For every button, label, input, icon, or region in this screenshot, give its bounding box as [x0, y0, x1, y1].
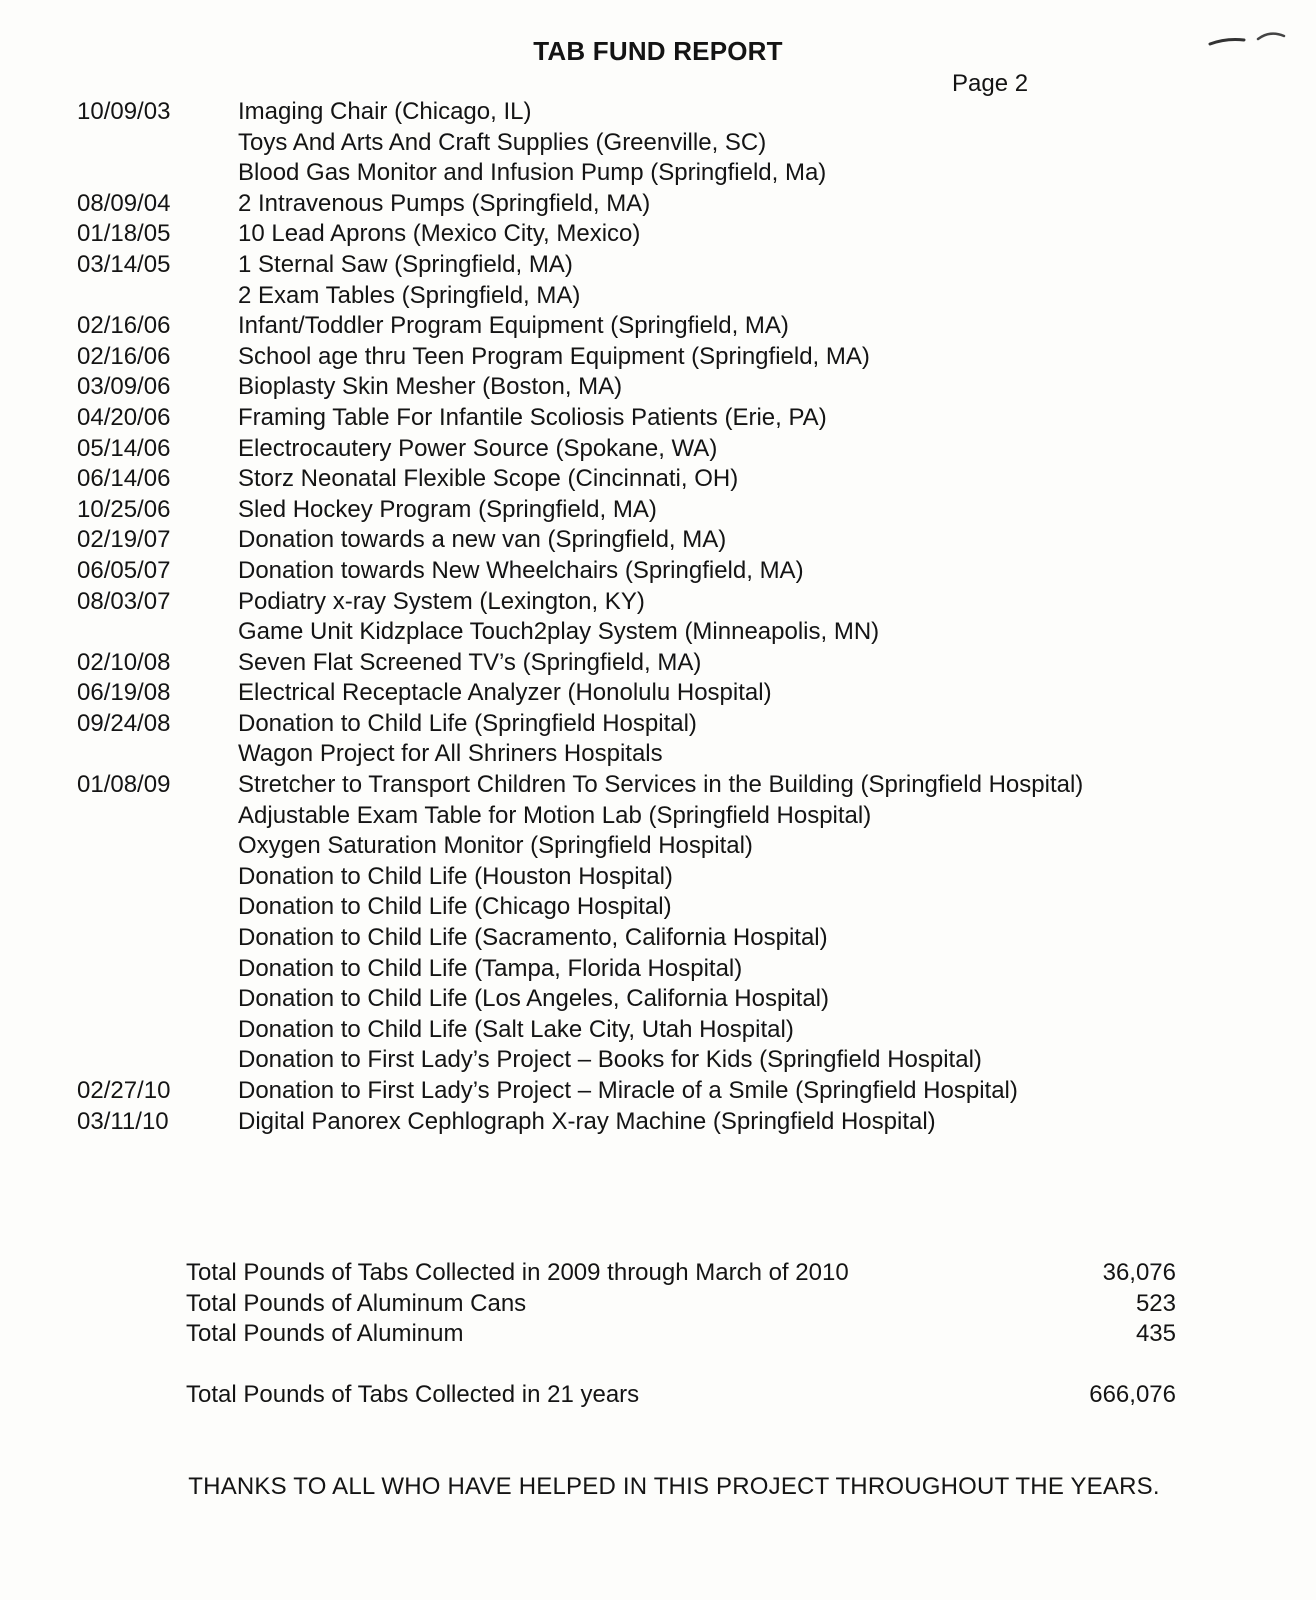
- entry-row: [77, 128, 1297, 159]
- entry-item: Donation to First Lady’s Project – Books for Kids (Springfield Hospital): [238, 1046, 982, 1074]
- entry-item: Donation to Child Life (Houston Hospital): [238, 862, 673, 890]
- entry-date: 10/09/03: [77, 98, 171, 125]
- entry-row: [77, 403, 1297, 434]
- entry-date: 03/09/06: [77, 373, 171, 401]
- total-value: 36,076: [1102, 1259, 1176, 1286]
- entry-row: [77, 342, 1297, 373]
- total-row-tabs-21-years: [186, 1380, 1176, 1411]
- entry-row: [77, 1045, 1297, 1076]
- entry-item: Donation to First Lady’s Project – Miracle of a Smile (Springfield Hospital): [238, 1077, 1018, 1104]
- entry-item: Donation to Child Life (Tampa, Florida Hospital): [238, 954, 743, 982]
- total-row-aluminum: [186, 1319, 1176, 1350]
- entry-item: Blood Gas Monitor and Infusion Pump (Springfield, Ma): [238, 159, 827, 187]
- entry-row: [77, 1015, 1297, 1046]
- total-label: Total Pounds of Aluminum: [186, 1320, 464, 1347]
- scan-mark-icon: [1208, 24, 1288, 54]
- entry-item: 1 Sternal Saw (Springfield, MA): [238, 250, 573, 278]
- entry-date: 02/10/08: [77, 648, 171, 676]
- entry-date: 02/16/06: [77, 312, 171, 340]
- entry-row: [77, 770, 1297, 801]
- total-value: 666,076: [1089, 1381, 1176, 1408]
- total-label: Total Pounds of Tabs Collected in 2009 through March of 2010: [186, 1259, 849, 1286]
- entry-date: 01/08/09: [77, 771, 171, 799]
- entry-item: Toys And Arts And Craft Supplies (Greenville, SC): [238, 128, 767, 156]
- entry-item: Electrocautery Power Source (Spokane, WA): [238, 434, 718, 462]
- entry-date: 02/19/07: [77, 526, 171, 554]
- entry-item: Electrical Receptacle Analyzer (Honolulu Hospital): [238, 679, 772, 707]
- entry-row: [77, 587, 1297, 618]
- thanks-footer: THANKS TO ALL WHO HAVE HELPED IN THIS PROJECT THROUGHOUT THE YEARS.: [188, 1473, 1160, 1500]
- entry-item: Storz Neonatal Flexible Scope (Cincinnati, OH): [238, 465, 739, 493]
- entry-row: [77, 954, 1297, 985]
- entry-row: [77, 464, 1297, 495]
- entry-row: [77, 831, 1297, 862]
- entry-item: Bioplasty Skin Mesher (Boston, MA): [238, 373, 623, 401]
- entry-row: [77, 923, 1297, 954]
- entry-date: 06/19/08: [77, 679, 171, 707]
- entry-row: [77, 556, 1297, 587]
- entry-row: [77, 250, 1297, 281]
- entry-date: 08/03/07: [77, 587, 171, 615]
- entry-row: [77, 709, 1297, 740]
- total-row-tabs-2009-2010: [186, 1258, 1176, 1289]
- entry-date: 04/20/06: [77, 403, 171, 431]
- entry-item: Digital Panorex Cephlograph X-ray Machine (Springfield Hospital): [238, 1107, 936, 1135]
- entry-row: [77, 1076, 1297, 1107]
- entry-item: Donation to Child Life (Chicago Hospital): [238, 893, 672, 921]
- entry-item: Game Unit Kidzplace Touch2play System (Minneapolis, MN): [238, 618, 880, 646]
- entry-row: [77, 801, 1297, 832]
- entry-date: 01/18/05: [77, 220, 171, 248]
- entry-item: Podiatry x-ray System (Lexington, KY): [238, 587, 645, 615]
- total-label: Total Pounds of Aluminum Cans: [186, 1289, 527, 1317]
- total-row-aluminum-cans: [186, 1289, 1176, 1320]
- entry-row: [77, 892, 1297, 923]
- entry-item: Donation to Child Life (Sacramento, California Hospital): [238, 924, 828, 952]
- entry-row: [77, 617, 1297, 648]
- entry-item: 10 Lead Aprons (Mexico City, Mexico): [238, 220, 641, 248]
- entry-row: [77, 648, 1297, 679]
- entry-row: [77, 984, 1297, 1015]
- entry-item: School age thru Teen Program Equipment (Springfield, MA): [238, 342, 870, 370]
- entry-item: Infant/Toddler Program Equipment (Springfield, MA): [238, 312, 789, 340]
- entry-row: [77, 739, 1297, 770]
- entry-date: 06/05/07: [77, 556, 171, 584]
- entry-item: 2 Exam Tables (Springfield, MA): [238, 281, 581, 309]
- entry-date: 02/27/10: [77, 1077, 171, 1104]
- entry-item: 2 Intravenous Pumps (Springfield, MA): [238, 189, 651, 217]
- entry-row: [77, 525, 1297, 556]
- entry-row: [77, 434, 1297, 465]
- entry-row: [77, 97, 1297, 128]
- entry-item: Donation to Child Life (Salt Lake City, Utah Hospital): [238, 1015, 794, 1043]
- entries-list: [77, 97, 1297, 1137]
- entry-date: 02/16/06: [77, 342, 171, 370]
- entry-item: Donation to Child Life (Springfield Hospital): [238, 709, 697, 737]
- entry-date: 10/25/06: [77, 495, 171, 523]
- entry-row: [77, 281, 1297, 312]
- entry-row: [77, 1107, 1297, 1138]
- entry-item: Donation towards New Wheelchairs (Springfield, MA): [238, 556, 804, 584]
- entry-row: [77, 495, 1297, 526]
- entry-date: 06/14/06: [77, 465, 171, 493]
- entry-date: 08/09/04: [77, 189, 171, 217]
- report-title: TAB FUND REPORT: [533, 36, 783, 66]
- page-number: Page 2: [952, 70, 1029, 97]
- entry-row: [77, 678, 1297, 709]
- entry-date: 09/24/08: [77, 709, 171, 737]
- entry-row: [77, 862, 1297, 893]
- entry-date: 03/14/05: [77, 250, 171, 278]
- entry-row: [77, 219, 1297, 250]
- entry-item: Adjustable Exam Table for Motion Lab (Springfield Hospital): [238, 801, 872, 829]
- entry-row: [77, 372, 1297, 403]
- entry-item: Donation towards a new van (Springfield, MA): [238, 526, 727, 554]
- entry-date: 05/14/06: [77, 434, 171, 462]
- entry-item: Seven Flat Screened TV’s (Springfield, MA): [238, 648, 702, 676]
- entry-item: Sled Hockey Program (Springfield, MA): [238, 495, 657, 523]
- entry-item: Imaging Chair (Chicago, IL): [238, 98, 532, 125]
- total-value: 435: [1135, 1320, 1176, 1347]
- total-value: 523: [1135, 1289, 1176, 1317]
- entry-row: [77, 158, 1297, 189]
- entry-item: Wagon Project for All Shriners Hospitals: [238, 740, 663, 768]
- entry-item: Framing Table For Infantile Scoliosis Patients (Erie, PA): [238, 403, 827, 431]
- entry-date: 03/11/10: [77, 1107, 169, 1135]
- entry-item: Oxygen Saturation Monitor (Springfield Hospital): [238, 832, 753, 860]
- entry-item: Stretcher to Transport Children To Services in the Building (Springfield Hospital): [238, 771, 1084, 799]
- entry-item: Donation to Child Life (Los Angeles, California Hospital): [238, 985, 829, 1013]
- total-label: Total Pounds of Tabs Collected in 21 years: [186, 1381, 640, 1408]
- entry-row: [77, 311, 1297, 342]
- totals-section: [186, 1258, 1176, 1411]
- entry-row: [77, 189, 1297, 220]
